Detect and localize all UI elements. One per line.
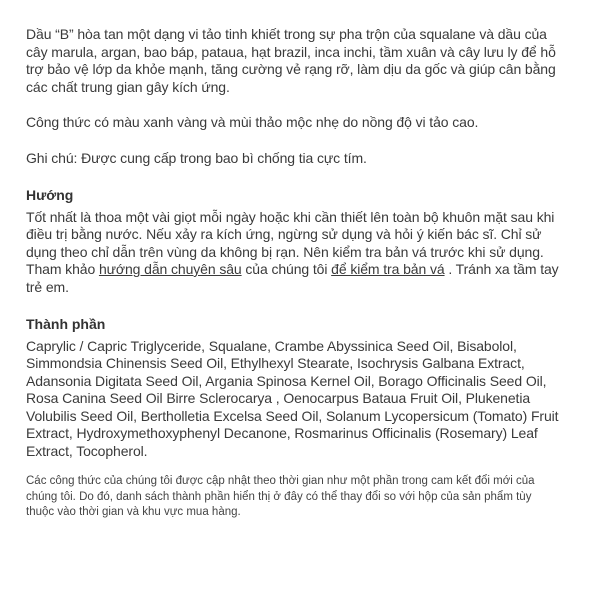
patch-test-link[interactable]: để kiểm tra bản vá [331, 261, 445, 277]
directions-text-part: . Tránh xa tầm tay trẻ em. [26, 261, 559, 295]
description-paragraph: Dầu “B” hòa tan một dạng vi tảo tinh khiết trong sự pha trộn của squalane và dầu của cây marula, argan, bao báp, pataua, hạt brazil, inca inchi, tầm xuân và cây lưu ly để hỗ trợ bảo vệ lớp da khỏe mạnh, tăng cường vẻ rạng rỡ, làm dịu da gốc và giúp cân bằng các chất trung gian gây kích ứng. [26, 26, 556, 95]
directions-text-part: Tốt nhất là thoa một vài giọt mỗi ngày hoặc khi cần thiết lên toàn bộ khuôn mặt sau khi điều trị bằng nước. Nếu xảy ra kích ứng, ngừng sử dụng và hỏi ý kiến bác sĩ. Chỉ sử dụng theo chỉ dẫn trên vùng da không bị rạn. Nên kiểm tra bản vá trước khi sử dụng. Tham khảo [26, 208, 555, 277]
ingredients-heading: Thành phần [26, 316, 106, 332]
formula-color-paragraph: Công thức có màu xanh vàng và mùi thảo mộc nhẹ do nồng độ vi tảo cao. [26, 114, 479, 130]
directions-text-part: của chúng tôi [241, 261, 332, 277]
ingredients-list: Caprylic / Capric Triglyceride, Squalane, Crambe Abyssinica Seed Oil, Bisabolol, Simmondsia Chinensis Seed Oil, Ethylhexyl Stearate, Isochrysis Galbana Extract, Adansonia Digitata Seed Oil, Argania Spinosa Kernel Oil, Borago Officinalis Seed Oil, Rosa Canina Seed Oil Birre Sclerocarya , Oenocarpus Bataua Fruit Oil, Plukenetia Volubilis Seed Oil, Bertholletia Excelsa Seed Oil, Solanum Lycopersicum (Tomato) Fruit Extract, Hydroxymethoxyphenyl Decanone, Rosmarinus Officinalis (Rosemary) Leaf Extract, Tocopherol. [26, 337, 559, 459]
in-depth-guide-link[interactable]: hướng dẫn chuyên sâu [98, 261, 242, 277]
directions-heading: Hướng [26, 187, 74, 203]
directions-text [26, 209, 561, 297]
formula-update-note: Các công thức của chúng tôi được cập nhật theo thời gian như một phần trong cam kết đổi mới của chúng tôi. Do đó, danh sách thành phần hiển thị ở đây có thể thay đổi so với hộp của sản phẩm tùy thuộc vào thời gian và khu vực mua hàng. [26, 475, 535, 518]
packaging-note: Ghi chú: Được cung cấp trong bao bì chống tia cực tím. [26, 149, 367, 166]
